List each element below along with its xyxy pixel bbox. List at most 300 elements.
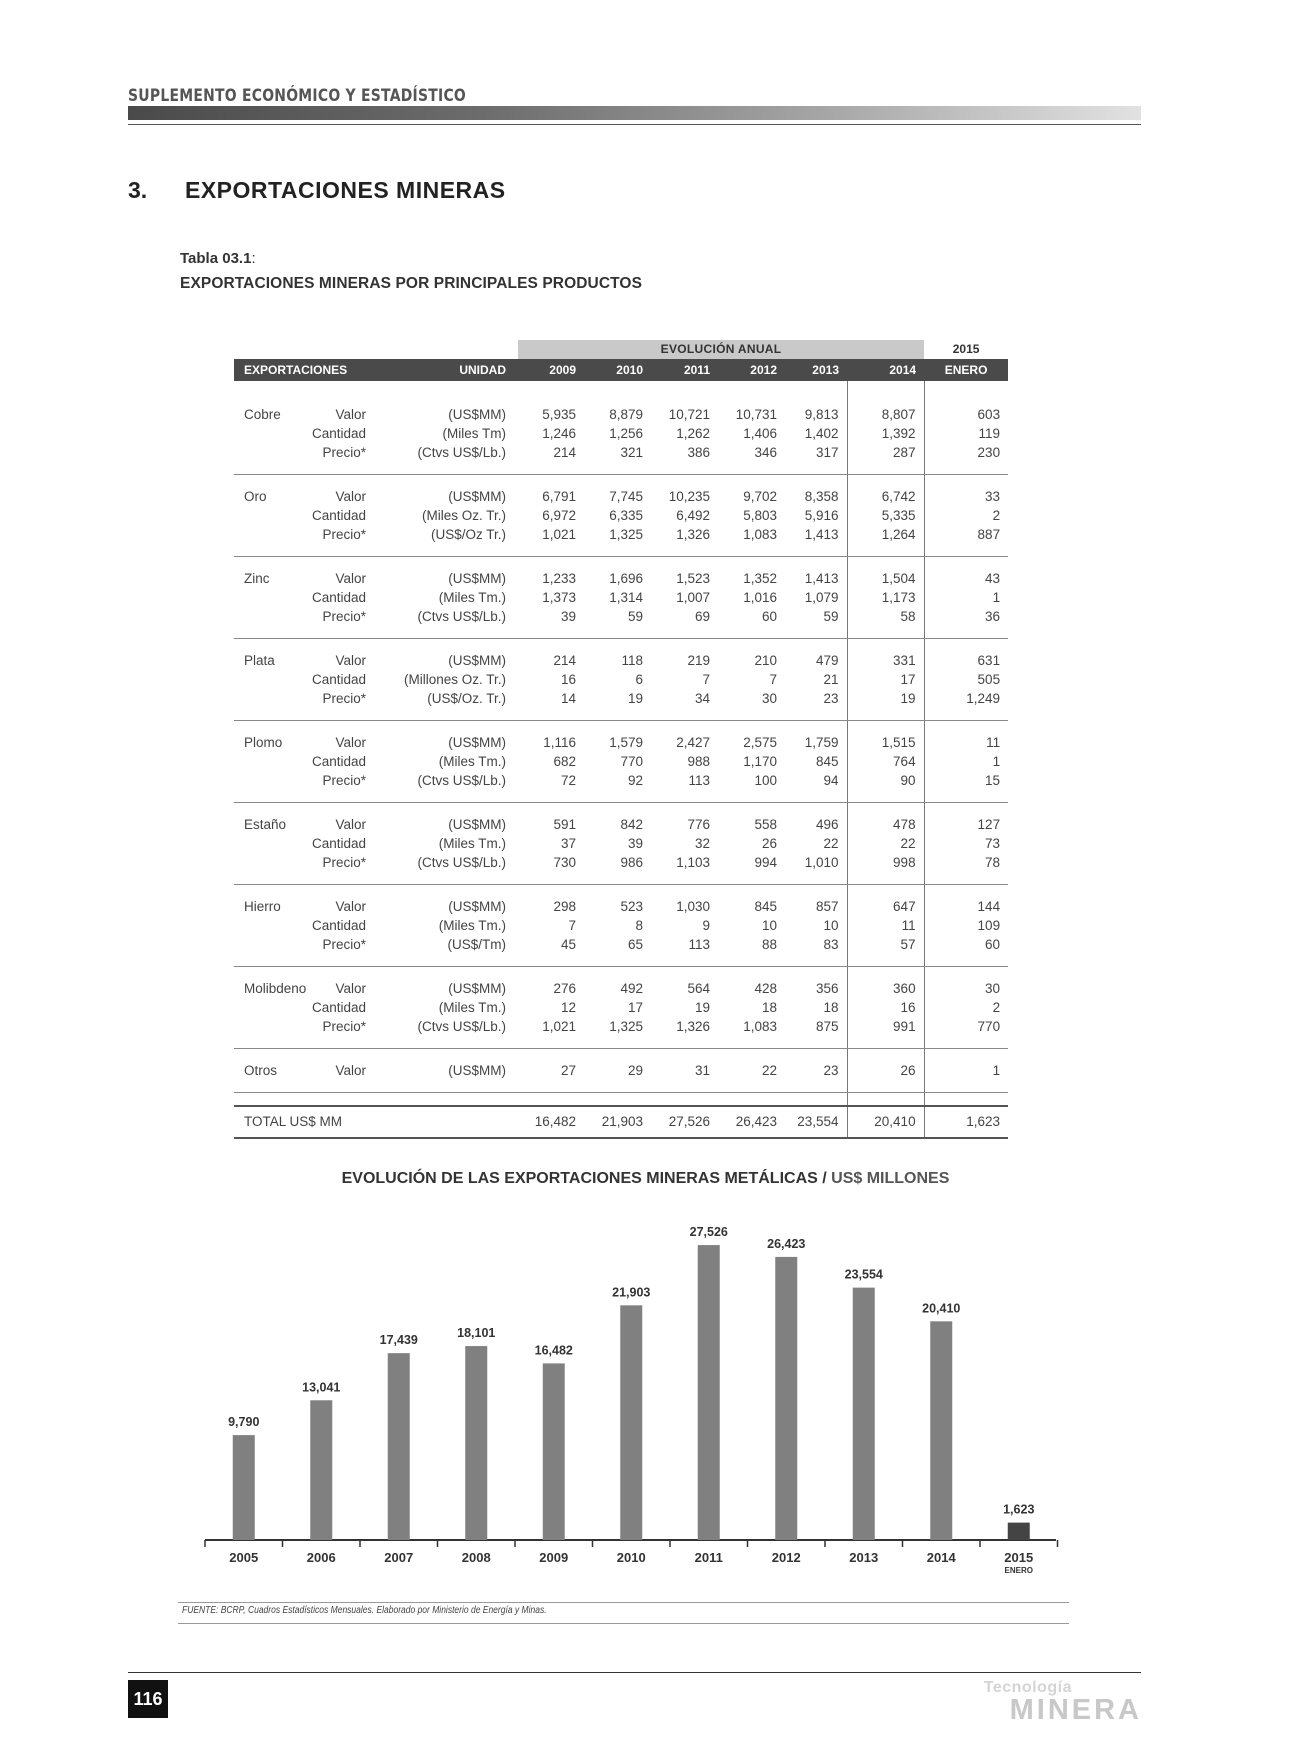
product-name — [234, 506, 310, 525]
product-name — [234, 424, 310, 443]
spacer-cell — [378, 544, 518, 557]
value-cell: 1,170 — [743, 754, 777, 769]
value-cell: 230 — [977, 445, 1001, 460]
value-cell: 492 — [620, 981, 643, 996]
spacer-cell — [651, 1049, 718, 1062]
value-cell: 92 — [627, 773, 643, 788]
total-value: 27,526 — [651, 1106, 718, 1138]
product-name: Oro — [244, 489, 267, 504]
value-cell: 16 — [560, 672, 576, 687]
spacer-cell — [924, 557, 1008, 570]
bar — [465, 1346, 487, 1540]
spacer-cell — [924, 1049, 1008, 1062]
spacer-cell — [310, 721, 378, 734]
value-cell: 1,352 — [743, 571, 777, 586]
value-cell: 6,492 — [676, 508, 710, 523]
field-name: Cantidad — [311, 1000, 366, 1015]
value-cell: 5,935 — [542, 407, 576, 422]
spacer-cell — [518, 954, 584, 967]
spacer-cell — [847, 790, 924, 803]
supplement-title: SUPLEMENTO ECONÓMICO Y ESTADÍSTICO — [128, 86, 467, 106]
row-spacer — [234, 954, 1008, 967]
spacer-cell — [718, 462, 785, 475]
value-cell: 1,173 — [847, 588, 924, 607]
spacer-cell — [310, 967, 378, 980]
spacer-cell — [378, 954, 518, 967]
product-name: Plata — [244, 653, 275, 668]
table-row — [234, 670, 1008, 689]
value-cell: 1,515 — [847, 733, 924, 752]
table-row — [234, 1017, 1008, 1036]
value-cell: 298 — [553, 899, 576, 914]
value-cell: 113 — [688, 937, 710, 952]
spacer-cell — [234, 708, 310, 721]
value-cell: 986 — [620, 855, 643, 870]
spacer-cell — [518, 462, 584, 475]
spacer-cell — [847, 639, 924, 652]
spacer-cell — [718, 967, 785, 980]
total-value: 20,410 — [847, 1106, 924, 1138]
x-tick-label: 2013 — [849, 1550, 879, 1565]
field-name: Precio* — [322, 1019, 366, 1034]
unit-cell: (US$MM) — [448, 735, 506, 750]
row-spacer — [234, 1093, 1008, 1107]
table-row — [234, 424, 1008, 443]
spacer-cell — [651, 639, 718, 652]
spacer-cell — [518, 1036, 584, 1049]
value-cell: 22 — [847, 834, 924, 853]
total-value: 16,482 — [518, 1106, 584, 1138]
field-name: Precio* — [322, 691, 366, 706]
value-cell: 26 — [847, 1061, 924, 1080]
value-cell: 6,972 — [542, 508, 576, 523]
spacer-cell — [234, 1080, 310, 1093]
product-name — [234, 525, 310, 544]
value-cell: 1,233 — [542, 571, 576, 586]
value-cell: 991 — [847, 1017, 924, 1036]
spacer-cell — [651, 475, 718, 488]
value-cell: 479 — [785, 651, 847, 670]
value-cell: 18 — [761, 1000, 777, 1015]
x-tick-label: 2014 — [926, 1550, 956, 1565]
value-cell: 994 — [754, 855, 777, 870]
spacer-cell — [310, 1093, 378, 1107]
spacer-cell — [651, 1036, 718, 1049]
value-cell: 1,326 — [676, 527, 710, 542]
unit-cell: (Ctvs US$/Lb.) — [417, 609, 506, 624]
unit-cell: (Miles Tm.) — [438, 590, 506, 605]
header-divider — [128, 124, 1141, 125]
x-tick-label: 2010 — [616, 1550, 646, 1565]
col-year-header: 2013 — [785, 359, 847, 381]
spacer-cell — [924, 790, 1008, 803]
product-name — [234, 771, 310, 790]
spacer-cell — [378, 885, 518, 898]
value-cell: 2 — [992, 1000, 1001, 1015]
value-cell: 73 — [985, 836, 1001, 851]
value-cell: 9,702 — [743, 489, 777, 504]
spacer-cell — [584, 1080, 651, 1093]
bar-data-label: 16,482 — [534, 1343, 573, 1358]
field-name: Cantidad — [311, 590, 366, 605]
value-cell: 1,759 — [785, 733, 847, 752]
value-cell: 10,721 — [668, 407, 710, 422]
value-cell: 988 — [687, 754, 710, 769]
spacer-cell — [847, 872, 924, 885]
spacer-cell — [310, 872, 378, 885]
value-cell: 603 — [977, 407, 1001, 422]
value-cell: 1,021 — [542, 1019, 576, 1034]
spacer-cell — [847, 721, 924, 734]
spacer-cell — [234, 790, 310, 803]
field-name: Valor — [335, 817, 366, 832]
spacer-cell — [518, 381, 584, 393]
value-cell: 1,523 — [676, 571, 710, 586]
field-name: Precio* — [322, 445, 366, 460]
product-name: Zinc — [244, 571, 270, 586]
value-cell: 21 — [785, 670, 847, 689]
spacer-cell — [310, 954, 378, 967]
spacer-cell — [378, 626, 518, 639]
spacer-cell — [584, 1093, 651, 1107]
value-cell: 331 — [847, 651, 924, 670]
spacer-cell — [924, 885, 1008, 898]
value-cell: 2 — [992, 508, 1001, 523]
value-cell: 17 — [847, 670, 924, 689]
table-row — [234, 771, 1008, 790]
value-cell: 558 — [754, 817, 777, 832]
spacer-cell — [584, 557, 651, 570]
value-cell: 214 — [553, 653, 576, 668]
value-cell: 776 — [687, 817, 710, 832]
spacer-cell — [718, 557, 785, 570]
value-cell: 1,246 — [542, 426, 576, 441]
row-spacer — [234, 557, 1008, 570]
table-row — [234, 733, 1008, 752]
year-2015-header: 2015 — [952, 342, 980, 356]
exports-table-container — [234, 340, 1008, 1139]
spacer-cell — [584, 462, 651, 475]
total-label: TOTAL US$ MM — [234, 1106, 518, 1138]
value-cell: 505 — [977, 672, 1001, 687]
value-cell: 12 — [560, 1000, 576, 1015]
spacer-cell — [718, 1049, 785, 1062]
value-cell: 60 — [761, 609, 777, 624]
spacer-cell — [584, 790, 651, 803]
value-cell: 1,079 — [785, 588, 847, 607]
bar-data-label: 27,526 — [689, 1225, 728, 1240]
spacer-cell — [378, 708, 518, 721]
table-row — [234, 935, 1008, 954]
spacer-cell — [924, 803, 1008, 816]
spacer-cell — [378, 381, 518, 393]
table-row — [234, 752, 1008, 771]
x-tick-label: 2005 — [229, 1550, 259, 1565]
spacer-cell — [518, 803, 584, 816]
spacer-cell — [234, 885, 310, 898]
spacer-cell — [234, 967, 310, 980]
exports-bar-chart — [190, 1205, 1070, 1575]
spacer-cell — [234, 626, 310, 639]
row-spacer — [234, 1080, 1008, 1093]
spacer-cell — [234, 557, 310, 570]
value-cell: 33 — [985, 489, 1001, 504]
value-cell: 144 — [977, 899, 1001, 914]
table-row — [234, 834, 1008, 853]
col-year-header: 2010 — [584, 359, 651, 381]
spacer-cell — [378, 557, 518, 570]
spacer-cell — [518, 1093, 584, 1107]
spacer-cell — [378, 1049, 518, 1062]
row-spacer — [234, 721, 1008, 734]
table-column-header — [234, 359, 1008, 381]
field-name: Valor — [335, 899, 366, 914]
field-name: Valor — [335, 981, 366, 996]
row-spacer — [234, 708, 1008, 721]
value-cell: 564 — [687, 981, 710, 996]
value-cell: 1,326 — [676, 1019, 710, 1034]
spacer-cell — [651, 790, 718, 803]
value-cell: 845 — [754, 899, 777, 914]
unit-cell: (US$MM) — [448, 653, 506, 668]
row-spacer — [234, 885, 1008, 898]
spacer-cell — [234, 872, 310, 885]
value-cell: 360 — [847, 979, 924, 998]
product-name: Molibdeno — [244, 981, 307, 996]
field-name: Precio* — [322, 527, 366, 542]
product-name — [234, 916, 310, 935]
value-cell: 31 — [694, 1063, 710, 1078]
spacer-cell — [234, 803, 310, 816]
value-cell: 100 — [754, 773, 777, 788]
row-spacer — [234, 790, 1008, 803]
value-cell: 1 — [992, 1063, 1001, 1078]
spacer-cell — [924, 639, 1008, 652]
spacer-cell — [651, 1093, 718, 1107]
spacer-cell — [785, 639, 847, 652]
product-name — [234, 588, 310, 607]
value-cell: 386 — [687, 445, 710, 460]
spacer-cell — [847, 803, 924, 816]
spacer-cell — [584, 1036, 651, 1049]
value-cell: 1,392 — [847, 424, 924, 443]
value-cell: 1,083 — [743, 1019, 777, 1034]
spacer-cell — [584, 967, 651, 980]
spacer-cell — [785, 393, 847, 405]
spacer-cell — [310, 803, 378, 816]
value-cell: 7 — [702, 672, 710, 687]
value-cell: 845 — [785, 752, 847, 771]
value-cell: 16 — [847, 998, 924, 1017]
spacer-cell — [847, 544, 924, 557]
spacer-cell — [378, 639, 518, 652]
spacer-cell — [234, 393, 310, 405]
product-name — [234, 853, 310, 872]
spacer-cell — [310, 544, 378, 557]
spacer-cell — [378, 721, 518, 734]
value-cell: 30 — [761, 691, 777, 706]
value-cell: 113 — [688, 773, 710, 788]
chart-title-main: EVOLUCIÓN DE LAS EXPORTACIONES MINERAS METÁLICAS — [341, 1170, 818, 1187]
spacer-cell — [234, 1049, 310, 1062]
spacer-cell — [847, 381, 924, 393]
product-name: Plomo — [244, 735, 283, 750]
bar-data-label: 23,554 — [844, 1267, 883, 1282]
spacer-cell — [310, 626, 378, 639]
spacer-cell — [310, 381, 378, 393]
row-spacer — [234, 1049, 1008, 1062]
unit-cell: (US$MM) — [448, 407, 506, 422]
row-spacer — [234, 1036, 1008, 1049]
product-name — [234, 752, 310, 771]
spacer-cell — [234, 475, 310, 488]
value-cell: 1,016 — [743, 590, 777, 605]
spacer-cell — [651, 557, 718, 570]
spacer-cell — [924, 462, 1008, 475]
value-cell: 8,358 — [785, 487, 847, 506]
spacer-cell — [518, 1080, 584, 1093]
row-spacer — [234, 381, 1008, 393]
spacer-cell — [378, 1080, 518, 1093]
value-cell: 8 — [635, 918, 643, 933]
value-cell: 23 — [785, 1061, 847, 1080]
chart-title: EVOLUCIÓN DE LAS EXPORTACIONES MINERAS METÁLICAS / US$ MILLONES — [341, 1170, 950, 1187]
value-cell: 118 — [621, 653, 643, 668]
bar — [620, 1305, 642, 1540]
row-spacer — [234, 872, 1008, 885]
table-body — [234, 381, 1008, 1138]
spacer-cell — [584, 639, 651, 652]
spacer-cell — [518, 475, 584, 488]
row-spacer — [234, 639, 1008, 652]
table-row — [234, 897, 1008, 916]
value-cell: 10 — [785, 916, 847, 935]
value-cell: 770 — [977, 1019, 1001, 1034]
col-year-header: 2011 — [651, 359, 718, 381]
x-tick-label: 2008 — [461, 1550, 491, 1565]
spacer-cell — [584, 544, 651, 557]
value-cell: 90 — [847, 771, 924, 790]
bar — [543, 1363, 565, 1540]
table-label-colon: : — [251, 250, 256, 267]
value-cell: 1,264 — [847, 525, 924, 544]
unit-cell: (US$MM) — [448, 899, 506, 914]
value-cell: 356 — [785, 979, 847, 998]
spacer-cell — [518, 639, 584, 652]
value-cell: 17 — [627, 1000, 643, 1015]
value-cell: 72 — [560, 773, 576, 788]
row-spacer — [234, 967, 1008, 980]
x-tick-label: 2007 — [384, 1550, 414, 1565]
spacer-cell — [518, 544, 584, 557]
value-cell: 842 — [620, 817, 643, 832]
value-cell: 15 — [985, 773, 1001, 788]
row-spacer — [234, 462, 1008, 475]
spacer-cell — [651, 967, 718, 980]
value-cell: 1,325 — [609, 527, 643, 542]
value-cell: 9,813 — [785, 405, 847, 424]
spacer-cell — [310, 885, 378, 898]
unit-cell: (Miles Tm) — [442, 426, 506, 441]
value-cell: 321 — [620, 445, 643, 460]
value-cell: 22 — [785, 834, 847, 853]
value-cell: 19 — [627, 691, 643, 706]
field-name: Cantidad — [311, 672, 366, 687]
field-name: Precio* — [322, 773, 366, 788]
bar-data-label: 9,790 — [228, 1415, 260, 1430]
total-row — [234, 1106, 1008, 1138]
spacer-cell — [518, 790, 584, 803]
table-row — [234, 979, 1008, 998]
spacer-cell — [651, 708, 718, 721]
spacer-cell — [518, 885, 584, 898]
spacer-cell — [378, 790, 518, 803]
table-row — [234, 651, 1008, 670]
spacer-cell — [924, 475, 1008, 488]
spacer-cell — [718, 803, 785, 816]
header-gradient-bar — [128, 106, 1141, 120]
spacer-cell — [234, 544, 310, 557]
value-cell: 6 — [635, 672, 643, 687]
value-cell: 57 — [847, 935, 924, 954]
spacer-cell — [718, 393, 785, 405]
logo-line2: MINERA — [1009, 1694, 1142, 1726]
value-cell: 6,791 — [542, 489, 576, 504]
product-name: Hierro — [244, 899, 281, 914]
bar-data-label: 18,101 — [457, 1326, 496, 1341]
value-cell: 1,010 — [785, 853, 847, 872]
value-cell: 1 — [992, 590, 1001, 605]
exports-table — [234, 340, 1008, 1139]
value-cell: 26 — [761, 836, 777, 851]
row-spacer — [234, 475, 1008, 488]
value-cell: 32 — [694, 836, 710, 851]
spacer-cell — [518, 626, 584, 639]
bar-data-label: 13,041 — [302, 1380, 341, 1395]
value-cell: 1 — [992, 754, 1001, 769]
spacer-cell — [785, 967, 847, 980]
value-cell: 1,030 — [676, 899, 710, 914]
value-cell: 34 — [694, 691, 710, 706]
spacer-cell — [651, 393, 718, 405]
x-tick-label: 2006 — [306, 1550, 336, 1565]
bar-data-label: 26,423 — [767, 1236, 806, 1251]
field-name: Valor — [335, 1063, 366, 1078]
value-cell: 210 — [754, 653, 777, 668]
value-cell: 276 — [553, 981, 576, 996]
field-name: Cantidad — [311, 508, 366, 523]
value-cell: 10,235 — [668, 489, 710, 504]
spacer-cell — [518, 721, 584, 734]
spacer-cell — [310, 639, 378, 652]
spacer-cell — [924, 626, 1008, 639]
unit-cell: (Miles Tm.) — [438, 836, 506, 851]
value-cell: 6,335 — [609, 508, 643, 523]
value-cell: 65 — [627, 937, 643, 952]
spacer-cell — [785, 626, 847, 639]
spacer-cell — [584, 626, 651, 639]
table-row — [234, 588, 1008, 607]
spacer-cell — [924, 967, 1008, 980]
spacer-cell — [718, 639, 785, 652]
spacer-cell — [584, 393, 651, 405]
spacer-cell — [518, 967, 584, 980]
product-name — [234, 443, 310, 462]
bar — [775, 1257, 797, 1540]
spacer-cell — [924, 381, 1008, 393]
value-cell: 36 — [985, 609, 1001, 624]
value-cell: 10 — [761, 918, 777, 933]
